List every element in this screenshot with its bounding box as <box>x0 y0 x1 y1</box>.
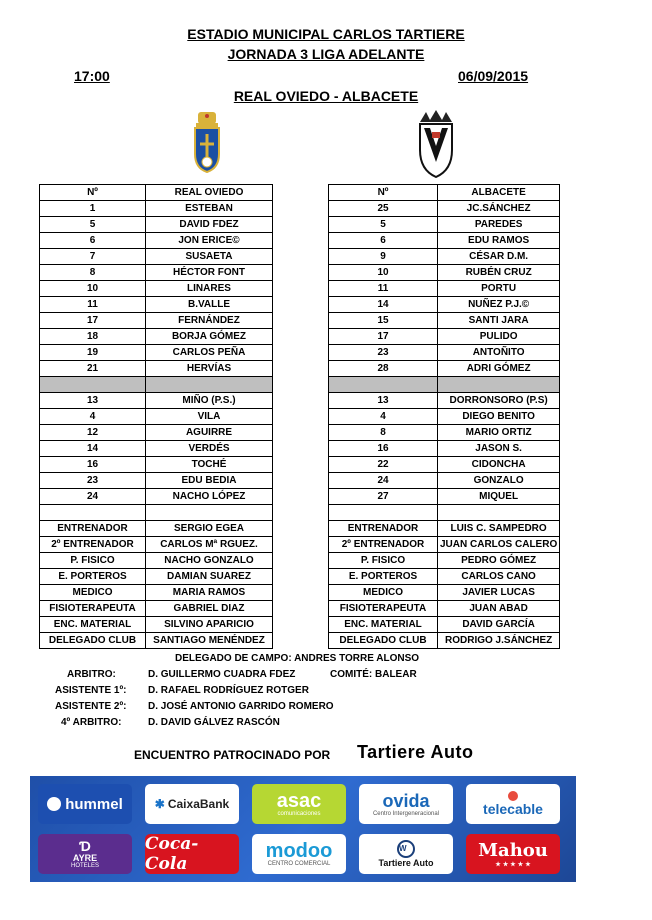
match-date: 06/09/2015 <box>458 68 529 84</box>
name-cell: JON ERICE© <box>146 233 273 249</box>
name-cell: SANTI JARA <box>438 313 560 329</box>
name-cell: NACHO LÓPEZ <box>146 489 273 505</box>
number-cell: 14 <box>329 297 438 313</box>
name-cell: DORRONSORO (P.S) <box>438 393 560 409</box>
number-cell: 4 <box>40 409 146 425</box>
name-cell: VERDÉS <box>146 441 273 457</box>
number-cell: 6 <box>329 233 438 249</box>
away-sub-row <box>329 457 560 473</box>
home-sub-row <box>40 457 273 473</box>
hummel-icon <box>47 797 61 811</box>
away-separator-row <box>329 377 560 393</box>
away-starter-row <box>329 249 560 265</box>
name-cell: DAVID FDEZ <box>146 217 273 233</box>
away-starter-row <box>329 217 560 233</box>
name-cell: MIQUEL <box>438 489 560 505</box>
name-cell: VILA <box>146 409 273 425</box>
name-cell: HÉCTOR FONT <box>146 265 273 281</box>
name-cell: MARIA RAMOS <box>146 585 273 601</box>
name-cell: DAVID GARCÍA <box>438 617 560 633</box>
name-cell: BORJA GÓMEZ <box>146 329 273 345</box>
number-cell: 9 <box>329 249 438 265</box>
home-sub-row <box>40 409 273 425</box>
name-cell: JASON S. <box>438 441 560 457</box>
name-cell: CÉSAR D.M. <box>438 249 560 265</box>
assistant1-label: ASISTENTE 1º: <box>55 685 127 696</box>
away-staff-row <box>329 553 560 569</box>
number-cell: 18 <box>40 329 146 345</box>
number-cell: 10 <box>40 281 146 297</box>
name-cell: GABRIEL DIAZ <box>146 601 273 617</box>
number-cell: 17 <box>329 329 438 345</box>
home-sub-row <box>40 393 273 409</box>
name-cell: CARLOS PEÑA <box>146 345 273 361</box>
sponsor-telecable: telecable <box>466 784 560 824</box>
name-cell: JUAN ABAD <box>438 601 560 617</box>
home-staff-row <box>40 537 273 553</box>
home-staff-row <box>40 569 273 585</box>
number-cell: 28 <box>329 361 438 377</box>
home-starter-row <box>40 217 273 233</box>
home-staff-row <box>40 521 273 537</box>
home-starter-row <box>40 297 273 313</box>
home-starter-row <box>40 281 273 297</box>
name-cell: ESTEBAN <box>146 201 273 217</box>
vw-icon: W <box>397 840 415 858</box>
number-cell <box>40 505 146 521</box>
away-sub-row <box>329 441 560 457</box>
ayre-logo-icon: Ɗ <box>79 838 91 854</box>
number-cell: 11 <box>40 297 146 313</box>
name-cell: SUSAETA <box>146 249 273 265</box>
away-header-row <box>329 185 560 201</box>
away-sub-row <box>329 425 560 441</box>
number-cell: 15 <box>329 313 438 329</box>
name-cell: RUBÉN CRUZ <box>438 265 560 281</box>
away-staff-row <box>329 617 560 633</box>
sponsor-asac: asac comunicaciones <box>252 784 346 824</box>
number-cell: 19 <box>40 345 146 361</box>
away-staff-row <box>329 601 560 617</box>
name-cell: CIDONCHA <box>438 457 560 473</box>
number-cell: 23 <box>40 473 146 489</box>
sponsors-banner <box>30 776 576 882</box>
home-blank-row <box>40 505 273 521</box>
name-cell: JC.SÁNCHEZ <box>438 201 560 217</box>
home-starter-row <box>40 201 273 217</box>
home-starter-row <box>40 361 273 377</box>
away-starter-row <box>329 265 560 281</box>
number-cell: 4 <box>329 409 438 425</box>
name-cell: LINARES <box>146 281 273 297</box>
assistant2-name: D. JOSÉ ANTONIO GARRIDO ROMERO <box>148 701 334 712</box>
number-cell: 5 <box>329 217 438 233</box>
sponsor-ayre: Ɗ AYRE HOTELES <box>38 834 132 874</box>
number-cell: 1 <box>40 201 146 217</box>
name-cell: JUAN CARLOS CALERO <box>438 537 560 553</box>
number-cell: 24 <box>40 489 146 505</box>
number-cell: ENTRENADOR <box>40 521 146 537</box>
home-header-row <box>40 185 273 201</box>
away-staff-row <box>329 521 560 537</box>
number-cell: Nº <box>40 185 146 201</box>
match-title: REAL OVIEDO - ALBACETE <box>233 88 419 104</box>
name-cell: AGUIRRE <box>146 425 273 441</box>
sponsor-title: ENCUENTRO PATROCINADO POR <box>134 748 331 762</box>
number-cell: 22 <box>329 457 438 473</box>
field-delegate: DELEGADO DE CAMPO: ANDRES TORRE ALONSO <box>175 653 420 664</box>
referee-label: ARBITRO: <box>67 669 116 680</box>
name-cell: DIEGO BENITO <box>438 409 560 425</box>
caixabank-star-icon: ✱ <box>154 797 165 811</box>
number-cell: 8 <box>40 265 146 281</box>
sponsor-modoo: modoo CENTRO COMERCIAL <box>252 834 346 874</box>
number-cell: 25 <box>329 201 438 217</box>
albacete-crest-icon <box>416 110 456 178</box>
number-cell: 13 <box>40 393 146 409</box>
number-cell: 27 <box>329 489 438 505</box>
number-cell: DELEGADO CLUB <box>40 633 146 649</box>
number-cell: ENC. MATERIAL <box>40 617 146 633</box>
number-cell: MEDICO <box>40 585 146 601</box>
stadium-title: ESTADIO MUNICIPAL CARLOS TARTIERE <box>187 26 465 42</box>
away-sub-row <box>329 489 560 505</box>
name-cell: PAREDES <box>438 217 560 233</box>
committee: COMITÉ: BALEAR <box>330 669 417 680</box>
home-staff-row <box>40 601 273 617</box>
away-starter-row <box>329 361 560 377</box>
kickoff-time: 17:00 <box>74 68 110 84</box>
sponsor-hummel: hummel <box>38 784 132 824</box>
tartiere-auto-logo: Tartiere Auto <box>357 742 474 762</box>
sponsor-cocacola: Coca-Cola <box>145 834 239 874</box>
home-starter-row <box>40 345 273 361</box>
name-cell: LUIS C. SAMPEDRO <box>438 521 560 537</box>
name-cell: PULIDO <box>438 329 560 345</box>
number-cell: 11 <box>329 281 438 297</box>
name-cell: NACHO GONZALO <box>146 553 273 569</box>
number-cell: 10 <box>329 265 438 281</box>
name-cell: JAVIER LUCAS <box>438 585 560 601</box>
away-starter-row <box>329 281 560 297</box>
sponsor-tartiere: W Tartiere Auto <box>359 834 453 874</box>
number-cell: 6 <box>40 233 146 249</box>
name-cell <box>146 377 273 393</box>
number-cell: 7 <box>40 249 146 265</box>
name-cell <box>438 377 560 393</box>
sponsor-mahou: Mahou ★ ★ ★ ★ ★ <box>466 834 560 874</box>
home-starter-row <box>40 313 273 329</box>
away-staff-row <box>329 585 560 601</box>
number-cell: 2º ENTRENADOR <box>40 537 146 553</box>
name-cell: ADRI GÓMEZ <box>438 361 560 377</box>
name-cell: GONZALO <box>438 473 560 489</box>
fourth-official-name: D. DAVID GÁLVEZ RASCÓN <box>148 717 280 728</box>
name-cell: B.VALLE <box>146 297 273 313</box>
telecable-dot-icon <box>508 791 518 801</box>
sponsor-caixabank: ✱ CaixaBank <box>145 784 239 824</box>
number-cell: E. PORTEROS <box>40 569 146 585</box>
away-starter-row <box>329 329 560 345</box>
away-sub-row <box>329 393 560 409</box>
home-staff-row <box>40 585 273 601</box>
number-cell: ENC. MATERIAL <box>329 617 438 633</box>
number-cell: P. FISICO <box>329 553 438 569</box>
number-cell: 13 <box>329 393 438 409</box>
name-cell: REAL OVIEDO <box>146 185 273 201</box>
number-cell <box>329 377 438 393</box>
away-staff-row <box>329 537 560 553</box>
name-cell: SANTIAGO MENÉNDEZ <box>146 633 273 649</box>
name-cell: EDU RAMOS <box>438 233 560 249</box>
home-roster-table <box>39 184 273 649</box>
away-roster-table <box>328 184 560 649</box>
home-staff-row <box>40 553 273 569</box>
fourth-official-label: 4º ARBITRO: <box>61 717 122 728</box>
home-staff-row <box>40 617 273 633</box>
home-starter-row <box>40 233 273 249</box>
name-cell: DAMIAN SUAREZ <box>146 569 273 585</box>
home-sub-row <box>40 441 273 457</box>
assistant1-name: D. RAFAEL RODRÍGUEZ ROTGER <box>148 685 309 696</box>
away-sub-row <box>329 409 560 425</box>
away-starter-row <box>329 345 560 361</box>
number-cell: 16 <box>40 457 146 473</box>
name-cell: HERVÍAS <box>146 361 273 377</box>
home-starter-row <box>40 249 273 265</box>
number-cell: FISIOTERAPEUTA <box>329 601 438 617</box>
sponsor-ovida: ovida Centro Intergeneracional <box>359 784 453 824</box>
away-starter-row <box>329 297 560 313</box>
number-cell <box>329 505 438 521</box>
number-cell: 16 <box>329 441 438 457</box>
name-cell: NUÑEZ P.J.© <box>438 297 560 313</box>
name-cell: CARLOS Mª RGUEZ. <box>146 537 273 553</box>
home-separator-row <box>40 377 273 393</box>
name-cell: CARLOS CANO <box>438 569 560 585</box>
away-blank-row <box>329 505 560 521</box>
name-cell: EDU BEDIA <box>146 473 273 489</box>
home-starter-row <box>40 329 273 345</box>
away-sub-row <box>329 473 560 489</box>
name-cell: SILVINO APARICIO <box>146 617 273 633</box>
name-cell: FERNÁNDEZ <box>146 313 273 329</box>
name-cell: ANTOÑITO <box>438 345 560 361</box>
number-cell: 24 <box>329 473 438 489</box>
number-cell: P. FISICO <box>40 553 146 569</box>
away-starter-row <box>329 233 560 249</box>
name-cell: TOCHÉ <box>146 457 273 473</box>
referee-name: D. GUILLERMO CUADRA FDEZ <box>148 669 296 680</box>
number-cell: DELEGADO CLUB <box>329 633 438 649</box>
name-cell: MARIO ORTIZ <box>438 425 560 441</box>
home-staff-row <box>40 633 273 649</box>
assistant2-label: ASISTENTE 2º: <box>55 701 127 712</box>
away-starter-row <box>329 201 560 217</box>
home-starter-row <box>40 265 273 281</box>
number-cell: 17 <box>40 313 146 329</box>
number-cell: FISIOTERAPEUTA <box>40 601 146 617</box>
home-sub-row <box>40 473 273 489</box>
home-sub-row <box>40 425 273 441</box>
number-cell: 5 <box>40 217 146 233</box>
name-cell: ALBACETE <box>438 185 560 201</box>
name-cell <box>146 505 273 521</box>
away-staff-row <box>329 633 560 649</box>
number-cell: Nº <box>329 185 438 201</box>
number-cell: 12 <box>40 425 146 441</box>
number-cell: 23 <box>329 345 438 361</box>
number-cell: 8 <box>329 425 438 441</box>
real-oviedo-crest-icon <box>192 110 222 174</box>
away-staff-row <box>329 569 560 585</box>
round-title: JORNADA 3 LIGA ADELANTE <box>227 46 425 62</box>
number-cell: 14 <box>40 441 146 457</box>
home-sub-row <box>40 489 273 505</box>
number-cell: ENTRENADOR <box>329 521 438 537</box>
name-cell: MIÑO (P.S.) <box>146 393 273 409</box>
number-cell <box>40 377 146 393</box>
away-starter-row <box>329 313 560 329</box>
number-cell: 21 <box>40 361 146 377</box>
name-cell <box>438 505 560 521</box>
number-cell: MEDICO <box>329 585 438 601</box>
name-cell: RODRIGO J.SÁNCHEZ <box>438 633 560 649</box>
name-cell: PORTU <box>438 281 560 297</box>
number-cell: 2º ENTRENADOR <box>329 537 438 553</box>
number-cell: E. PORTEROS <box>329 569 438 585</box>
name-cell: SERGIO EGEA <box>146 521 273 537</box>
name-cell: PEDRO GÓMEZ <box>438 553 560 569</box>
